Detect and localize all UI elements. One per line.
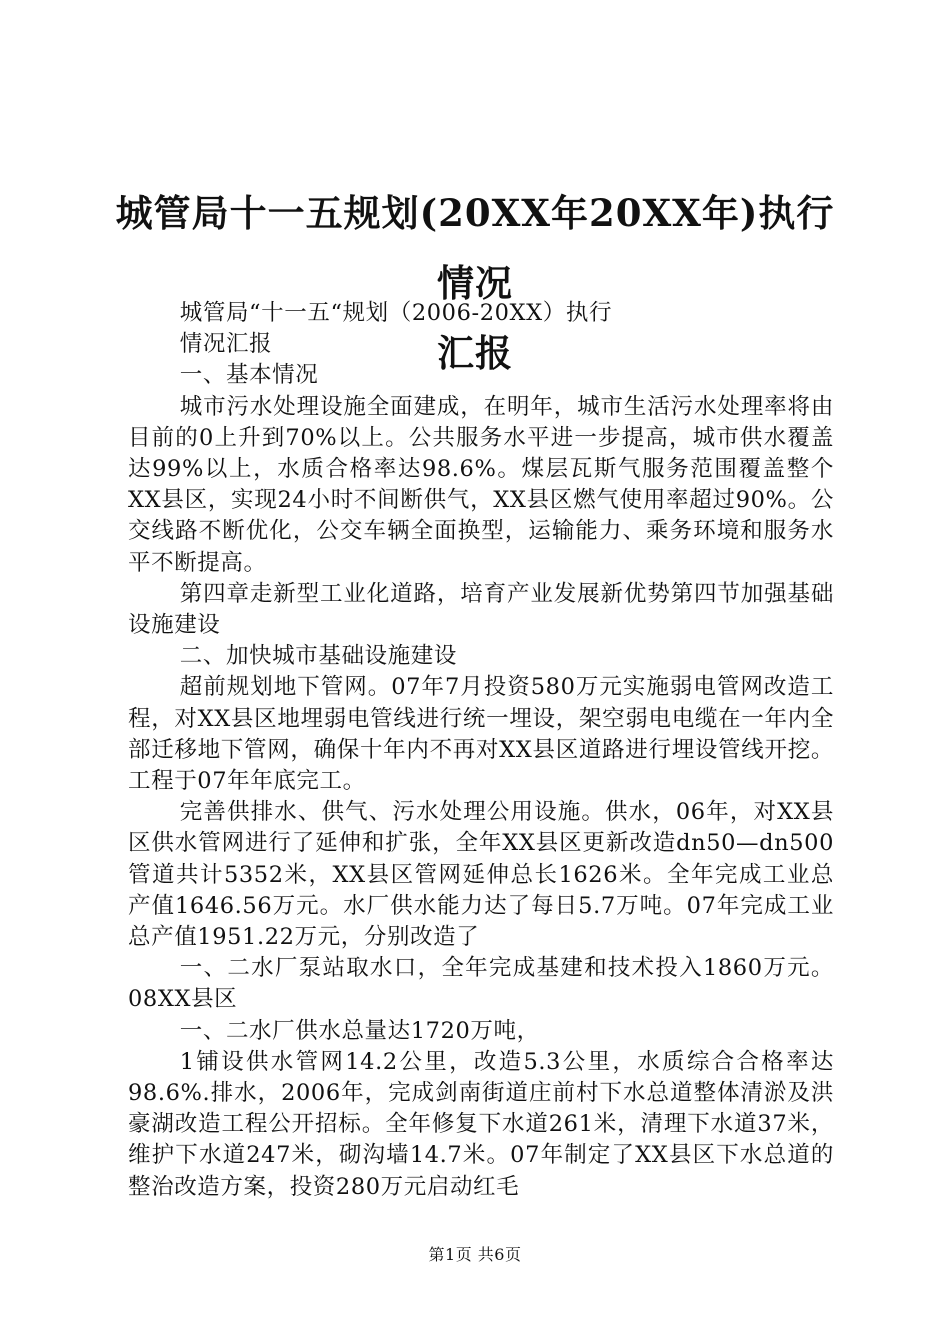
- paragraph: 第四章走新型工业化道路，培育产业发展新优势第四节加强基础设施建设: [128, 580, 834, 639]
- paragraph: 超前规划地下管网。07年7月投资580万元实施弱电管网改造工程，对XX县区地埋弱电管线进行统一埋设，架空弱电电缆在一年内全部迁移地下管网，确保十年内不再对XX县区道路进行埋设管线开挖。工程于07年年底完工。: [128, 674, 834, 795]
- paragraph: 城管局“十一五“规划（2006-20XX）执行: [179, 300, 613, 326]
- paragraph: 情况汇报: [179, 331, 273, 358]
- document-body: [128, 298, 834, 1203]
- paragraph: 完善供排水、供气、污水处理公用设施。供水，06年，对XX县区供水管网进行了延伸和扩张，全年XX县区更新改造dn50—dn500管道共计5352米，XX县区管网延伸总长1626米。全年完成工业总产值1646.56万元。水厂供水能力达了每日5.7万吨。07年完成工业总产值1951.22万元，分别改造了: [128, 799, 834, 951]
- page-footer: 第1页 共6页: [428, 1245, 522, 1264]
- paragraph: 1铺设供水管网14.2公里，改造5.3公里，水质综合合格率达98.6%.排水，2006年，完成剑南街道庄前村下水总道整体清淤及洪豪湖改造工程公开招标。全年修复下水道261米，清理下水道37米，维护下水道247米，砌沟墙14.7米。07年制定了XX县区下水总道的整治改造方案，投资280万元启动红毛: [128, 1048, 834, 1200]
- paragraph: 一、二水厂供水总量达1720万吨，: [179, 1017, 540, 1044]
- paragraph: 城市污水处理设施全面建成，在明年，城市生活污水处理率将由目前的0上升到70%以上。公共服务水平进一步提高，城市供水覆盖达99%以上，水质合格率达98.6%。煤层瓦斯气服务范围覆盖整个XX县区，实现24小时不间断供气，XX县区燃气使用率超过90%。公交线路不断优化，公交车辆全面换型，运输能力、乘务环境和服务水平不断提高。: [128, 393, 834, 576]
- paragraph: 一、二水厂泵站取水口，全年完成基建和技术投入1860万元。08XX县区: [128, 955, 834, 1013]
- section-heading: 一、基本情况: [179, 362, 319, 389]
- title-line-1: 城管局十一五规划(20XX年20XX年)执行情况: [115, 191, 835, 305]
- section-heading: 二、加快城市基础设施建设: [179, 643, 457, 670]
- title-line-2: 汇报: [437, 331, 513, 375]
